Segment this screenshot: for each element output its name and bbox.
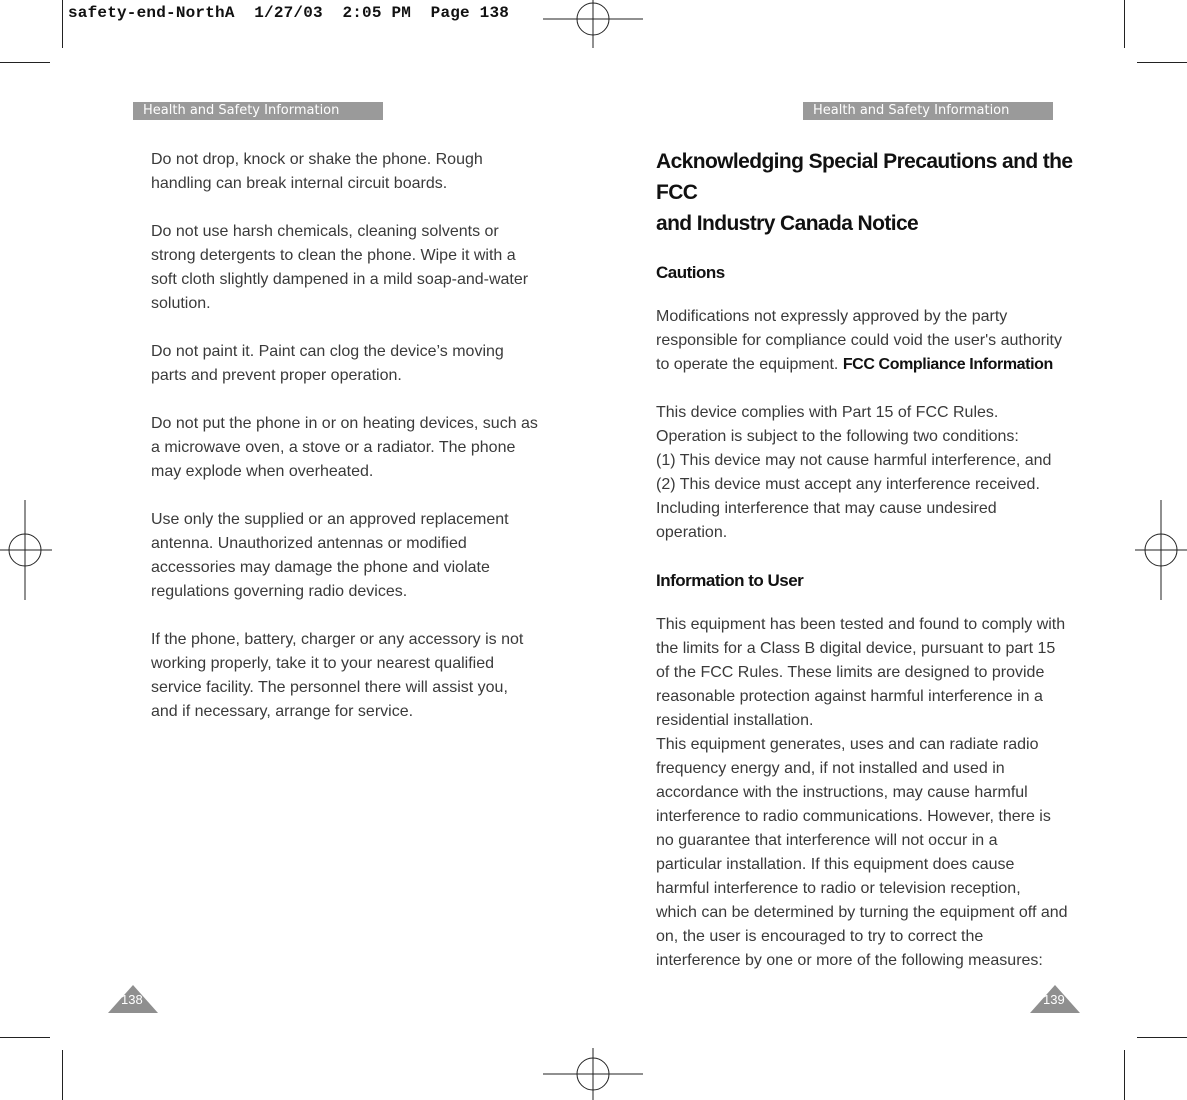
printer-slug: safety-end-NorthA 1/27/03 2:05 PM Page 138 <box>68 4 510 22</box>
crop-mark-bottom-left-vertical <box>62 1050 63 1100</box>
cautions-heading: Cautions <box>656 263 725 282</box>
cautions-text: Modifications not expressly approved by the party responsible for compliance could void the user's authority to operate the equipment. <box>656 308 1062 373</box>
left-page-body <box>151 148 551 748</box>
left-paragraph: Do not paint it. Paint can clog the device’s moving parts and prevent proper operation. <box>151 343 504 384</box>
left-paragraph: Do not put the phone in or on heating devices, such as a microwave oven, a stove or a radiator. The phone may explode when overheated. <box>151 415 538 480</box>
left-paragraph: Do not drop, knock or shake the phone. Rough handling can break internal circuit boards. <box>151 151 483 192</box>
information-to-user-text: This equipment has been tested and found to comply with the limits for a Class B digital device, pursuant to part 15 of the FCC Rules. These limits are designed to provide reasonable protection against harmful interference in a residential installation. This equipment generates, uses and can radiate radio frequency energy and, if not installed and used in accordance with the instructions, may cause harmful interference to radio communications. However, there is no guarantee that interference will not occur in a particular installation. If this equipment does cause harmful interference to radio or television reception, which can be determined by turning the equipment off and on, the user is encouraged to try to correct the interference by one or more of the following measures: <box>656 616 1068 969</box>
page-title: Acknowledging Special Precautions and the FCC and Industry Canada Notice <box>656 150 1073 235</box>
fcc-compliance-label: FCC Compliance Information <box>842 356 1053 373</box>
left-page-header: Health and Safety Information <box>133 102 383 120</box>
crop-mark-top-right-vertical <box>1124 0 1125 48</box>
page-number-left: 138 <box>121 992 143 1007</box>
page-number-right: 139 <box>1043 992 1065 1007</box>
registration-mark-top <box>543 0 643 50</box>
crop-mark-bottom-right-vertical <box>1124 1050 1125 1100</box>
registration-mark-right <box>1135 500 1187 600</box>
right-page-header: Health and Safety Information <box>803 102 1053 120</box>
cautions-paragraph <box>656 305 1084 377</box>
left-paragraph: Do not use harsh chemicals, cleaning solvents or strong detergents to clean the phone. Wipe it with a soft cloth slightly dampened in a mild soap-and-water solution. <box>151 223 529 312</box>
crop-mark-bottom-left-horizontal <box>0 1037 50 1038</box>
crop-mark-top-left-vertical <box>62 0 63 48</box>
registration-mark-left <box>0 500 52 600</box>
left-paragraph: Use only the supplied or an approved replacement antenna. Unauthorized antennas or modified accessories may damage the phone and violate regulations governing radio devices. <box>151 511 509 600</box>
crop-mark-top-right-horizontal <box>1137 62 1187 63</box>
right-page-body <box>656 146 1084 973</box>
crop-mark-bottom-right-horizontal <box>1137 1037 1187 1038</box>
compliance-text: This device complies with Part 15 of FCC Rules. Operation is subject to the following two conditions: (1) This device may not cause harmful interference, and (2) This device must accept any interference received. Including interference that may cause undesired operation. <box>656 404 1052 541</box>
information-to-user-heading: Information to User <box>656 571 804 590</box>
registration-mark-bottom <box>543 1048 643 1100</box>
crop-mark-top-left-horizontal <box>0 62 50 63</box>
left-paragraph: If the phone, battery, charger or any accessory is not working properly, take it to your nearest qualified service facility. The personnel there will assist you, and if necessary, arrange for service. <box>151 631 524 720</box>
